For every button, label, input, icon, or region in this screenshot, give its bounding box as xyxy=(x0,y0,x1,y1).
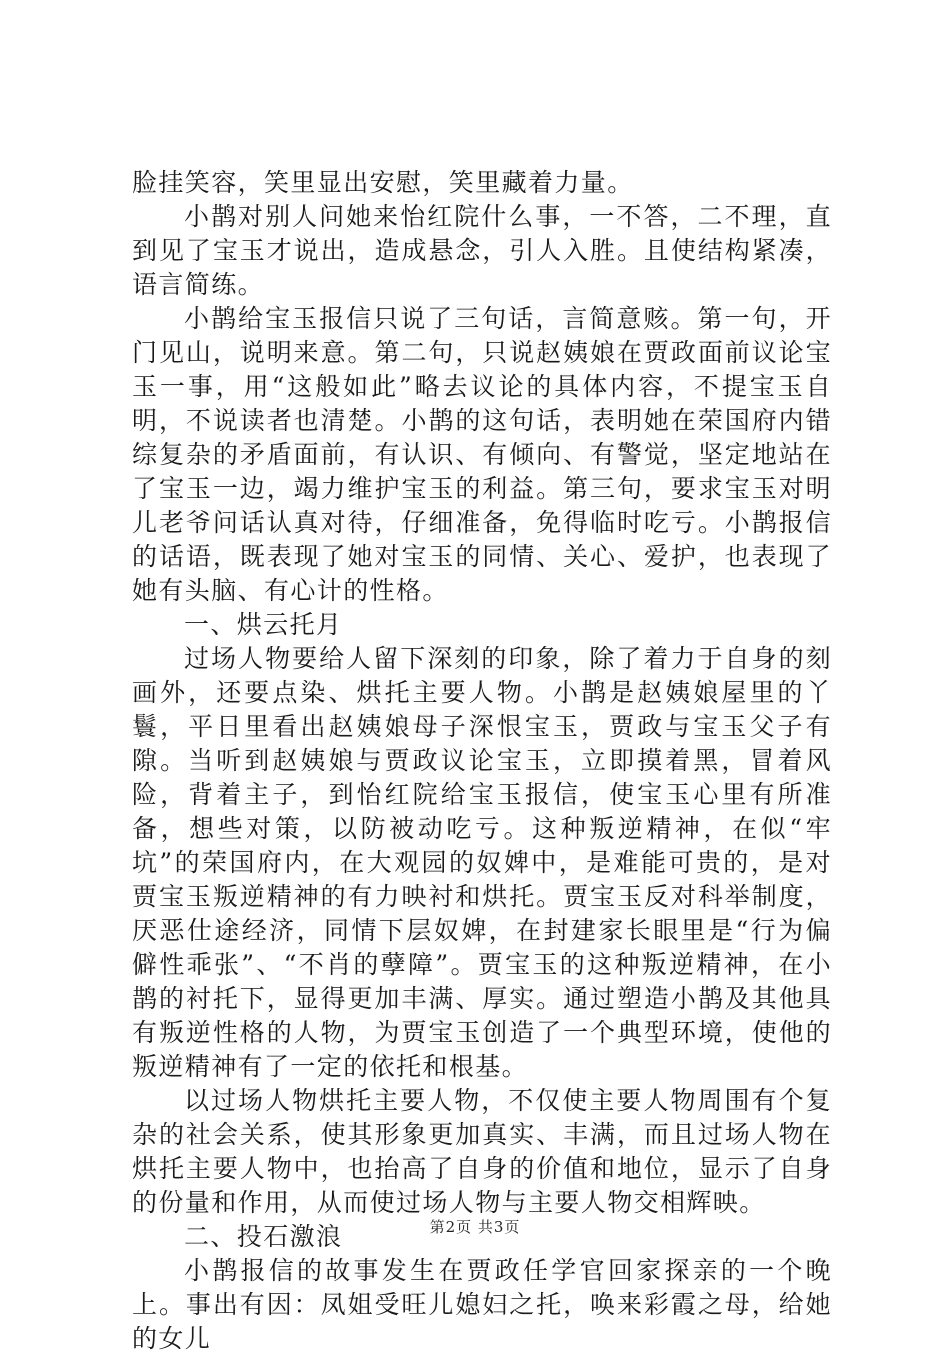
paragraph-4: 过场人物要给人留下深刻的印象，除了着力于自身的刻画外，还要点染、烘托主要人物。小鹊是赵姨娘屋里的丫鬟，平日里看出赵姨娘母子深恨宝玉，贾政与宝玉父子有隙。当听到赵姨娘与贾政议论宝玉，立即摸着黑，冒着风险，背着主子，到怡红院给宝玉报信，使宝玉心里有所准备，想些对策，以防被动吃亏。这种叛逆精神，在似“牢坑”的荣国府内，在大观园的奴婢中，是难能可贵的，是对贾宝玉叛逆精神的有力映衬和烘托。贾宝玉反对科举制度，厌恶仕途经济，同情下层奴婢，在封建家长眼里是“行为偏僻性乖张”、“不肖的孽障”。贾宝玉的这种叛逆精神，在小鹊的衬托下，显得更加丰满、厚实。通过塑造小鹊及其他具有叛逆性格的人物，为贾宝玉创造了一个典型环境，使他的叛逆精神有了一定的依托和根基。 xyxy=(132,644,832,1081)
paragraph-1: 脸挂笑容，笑里显出安慰，笑里藏着力量。 xyxy=(132,168,634,197)
paragraph-6: 小鹊报信的故事发生在贾政任学官回家探亲的一个晚上。事出有因：凤姐受旺儿媳妇之托，唤来彩霞之母，给她的女儿 xyxy=(132,1256,832,1353)
paragraph-5: 以过场人物烘托主要人物，不仅使主要人物周围有个复杂的社会关系，使其形象更加真实、丰满，而且过场人物在烘托主要人物中，也抬高了自身的价值和地位，显示了自身的份量和作用，从而使过场人物与主要人物交相辉映。 xyxy=(132,1086,832,1217)
document-body xyxy=(132,166,832,1356)
section-heading-2: 二、投石激浪 xyxy=(184,1222,343,1251)
page-number-footer: 第2页 共3页 xyxy=(429,1218,521,1236)
paragraph-2: 小鹊对别人问她来怡红院什么事，一不答，二不理，直到见了宝玉才说出，造成悬念，引人入胜。且使结构紧凑，语言简练。 xyxy=(132,202,832,299)
section-heading-1: 一、烘云托月 xyxy=(184,610,343,639)
paragraph-3: 小鹊给宝玉报信只说了三句话，言简意赅。第一句，开门见山，说明来意。第二句，只说赵姨娘在贾政面前议论宝玉一事，用“这般如此”略去议论的具体内容，不提宝玉自明，不说读者也清楚。小鹊的这句话，表明她在荣国府内错综复杂的矛盾面前，有认识、有倾向、有警觉，坚定地站在了宝玉一边，竭力维护宝玉的利益。第三句，要求宝玉对明儿老爷问话认真对待，仔细准备，免得临时吃亏。小鹊报信的话语，既表现了她对宝玉的同情、关心、爱护，也表现了她有头脑、有心计的性格。 xyxy=(132,304,832,605)
